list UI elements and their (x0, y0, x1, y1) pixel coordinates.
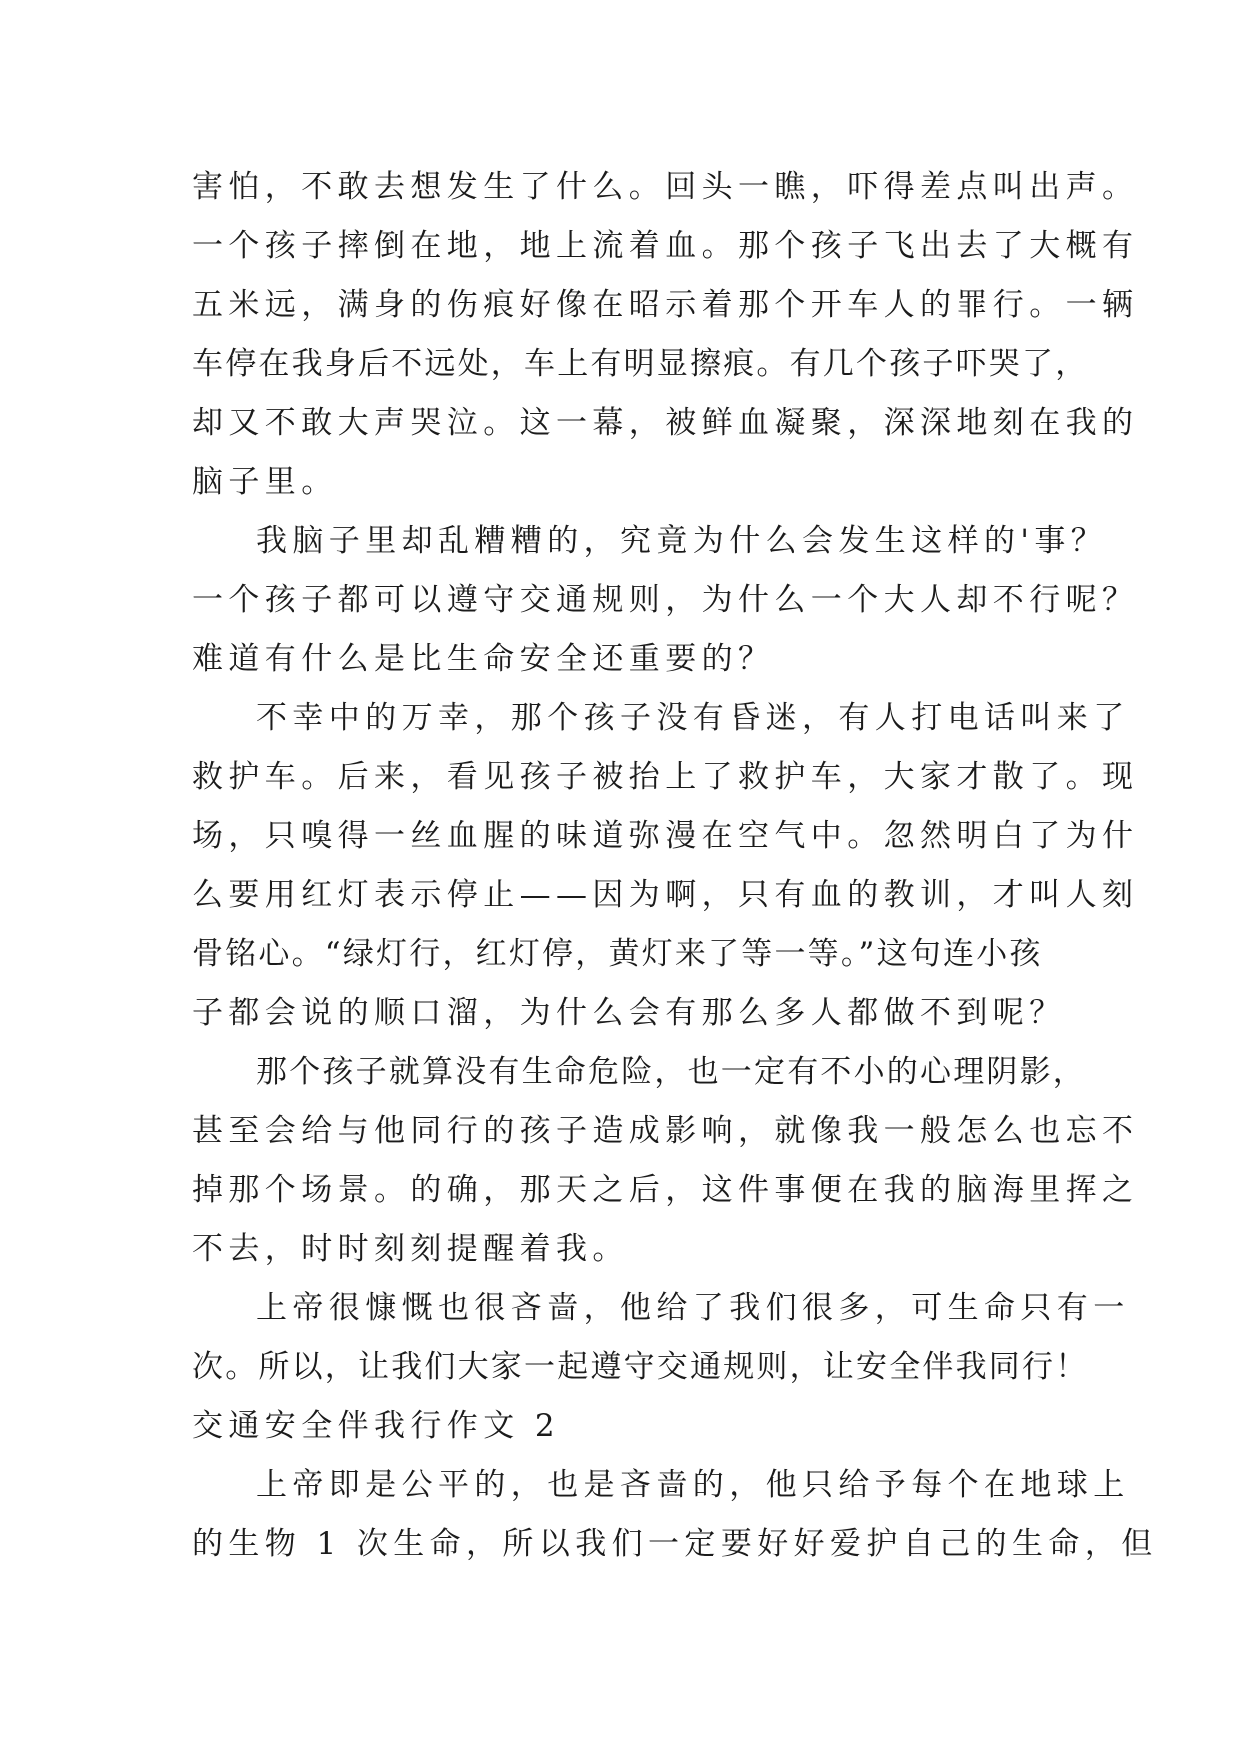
text-line: 车停在我身后不远处，车上有明显擦痕。有几个孩子吓哭了， (192, 346, 1089, 382)
text-line: 却又不敢大声哭泣。这一幕，被鲜血凝聚，深深地刻在我的 (192, 405, 1139, 441)
text-line: 难道有什么是比生命安全还重要的？ (192, 641, 775, 677)
text-line: 救护车。后来，看见孩子被抬上了救护车，大家才散了。现 (192, 759, 1139, 795)
text-line: 场，只嗅得一丝血腥的味道弥漫在空气中。忽然明白了为什 (192, 818, 1139, 854)
text-line: 甚至会给与他同行的孩子造成影响，就像我一般怎么也忘不 (192, 1113, 1139, 1149)
paragraph-start-line: 我脑子里却乱糟糟的，究竟为什么会发生这样的'事？ (256, 523, 1108, 559)
text-line: 次。所以，让我们大家一起遵守交通规则，让安全伴我同行！ (192, 1349, 1089, 1385)
text-line: 一个孩子摔倒在地，地上流着血。那个孩子飞出去了大概有 (192, 228, 1139, 264)
paragraph-start-line: 上帝很慷慨也很吝啬，他给了我们很多，可生命只有一 (256, 1290, 1130, 1326)
paragraph-start-line: 那个孩子就算没有生命危险，也一定有不小的心理阴影， (256, 1054, 1086, 1090)
paragraph-start-line: 不幸中的万幸，那个孩子没有昏迷，有人打电话叫来了 (256, 700, 1130, 736)
text-line: 骨铭心。“绿灯行，红灯停，黄灯来了等一等。”这句连小孩 (192, 936, 1043, 972)
text-line: 的生物 1 次生命，所以我们一定要好好爱护自己的生命，但 (192, 1526, 1158, 1562)
document-body (192, 158, 1158, 1574)
section-title: 交通安全伴我行作文 2 (192, 1408, 560, 1444)
text-line: 子都会说的顺口溜，为什么会有那么多人都做不到呢？ (192, 995, 1066, 1031)
text-line: 一个孩子都可以遵守交通规则，为什么一个大人却不行呢？ (192, 582, 1139, 618)
text-line: 不去，时时刻刻提醒着我。 (192, 1231, 629, 1267)
text-line: 五米远，满身的伤痕好像在昭示着那个开车人的罪行。一辆 (192, 287, 1139, 323)
text-line: 害怕，不敢去想发生了什么。回头一瞧，吓得差点叫出声。 (192, 169, 1139, 205)
text-line: 掉那个场景。的确，那天之后，这件事便在我的脑海里挥之 (192, 1172, 1139, 1208)
paragraph-start-line: 上帝即是公平的，也是吝啬的，他只给予每个在地球上 (256, 1467, 1130, 1503)
text-line: 么要用红灯表示停止——因为啊，只有血的教训，才叫人刻 (192, 877, 1139, 913)
text-line: 脑子里。 (192, 464, 338, 500)
